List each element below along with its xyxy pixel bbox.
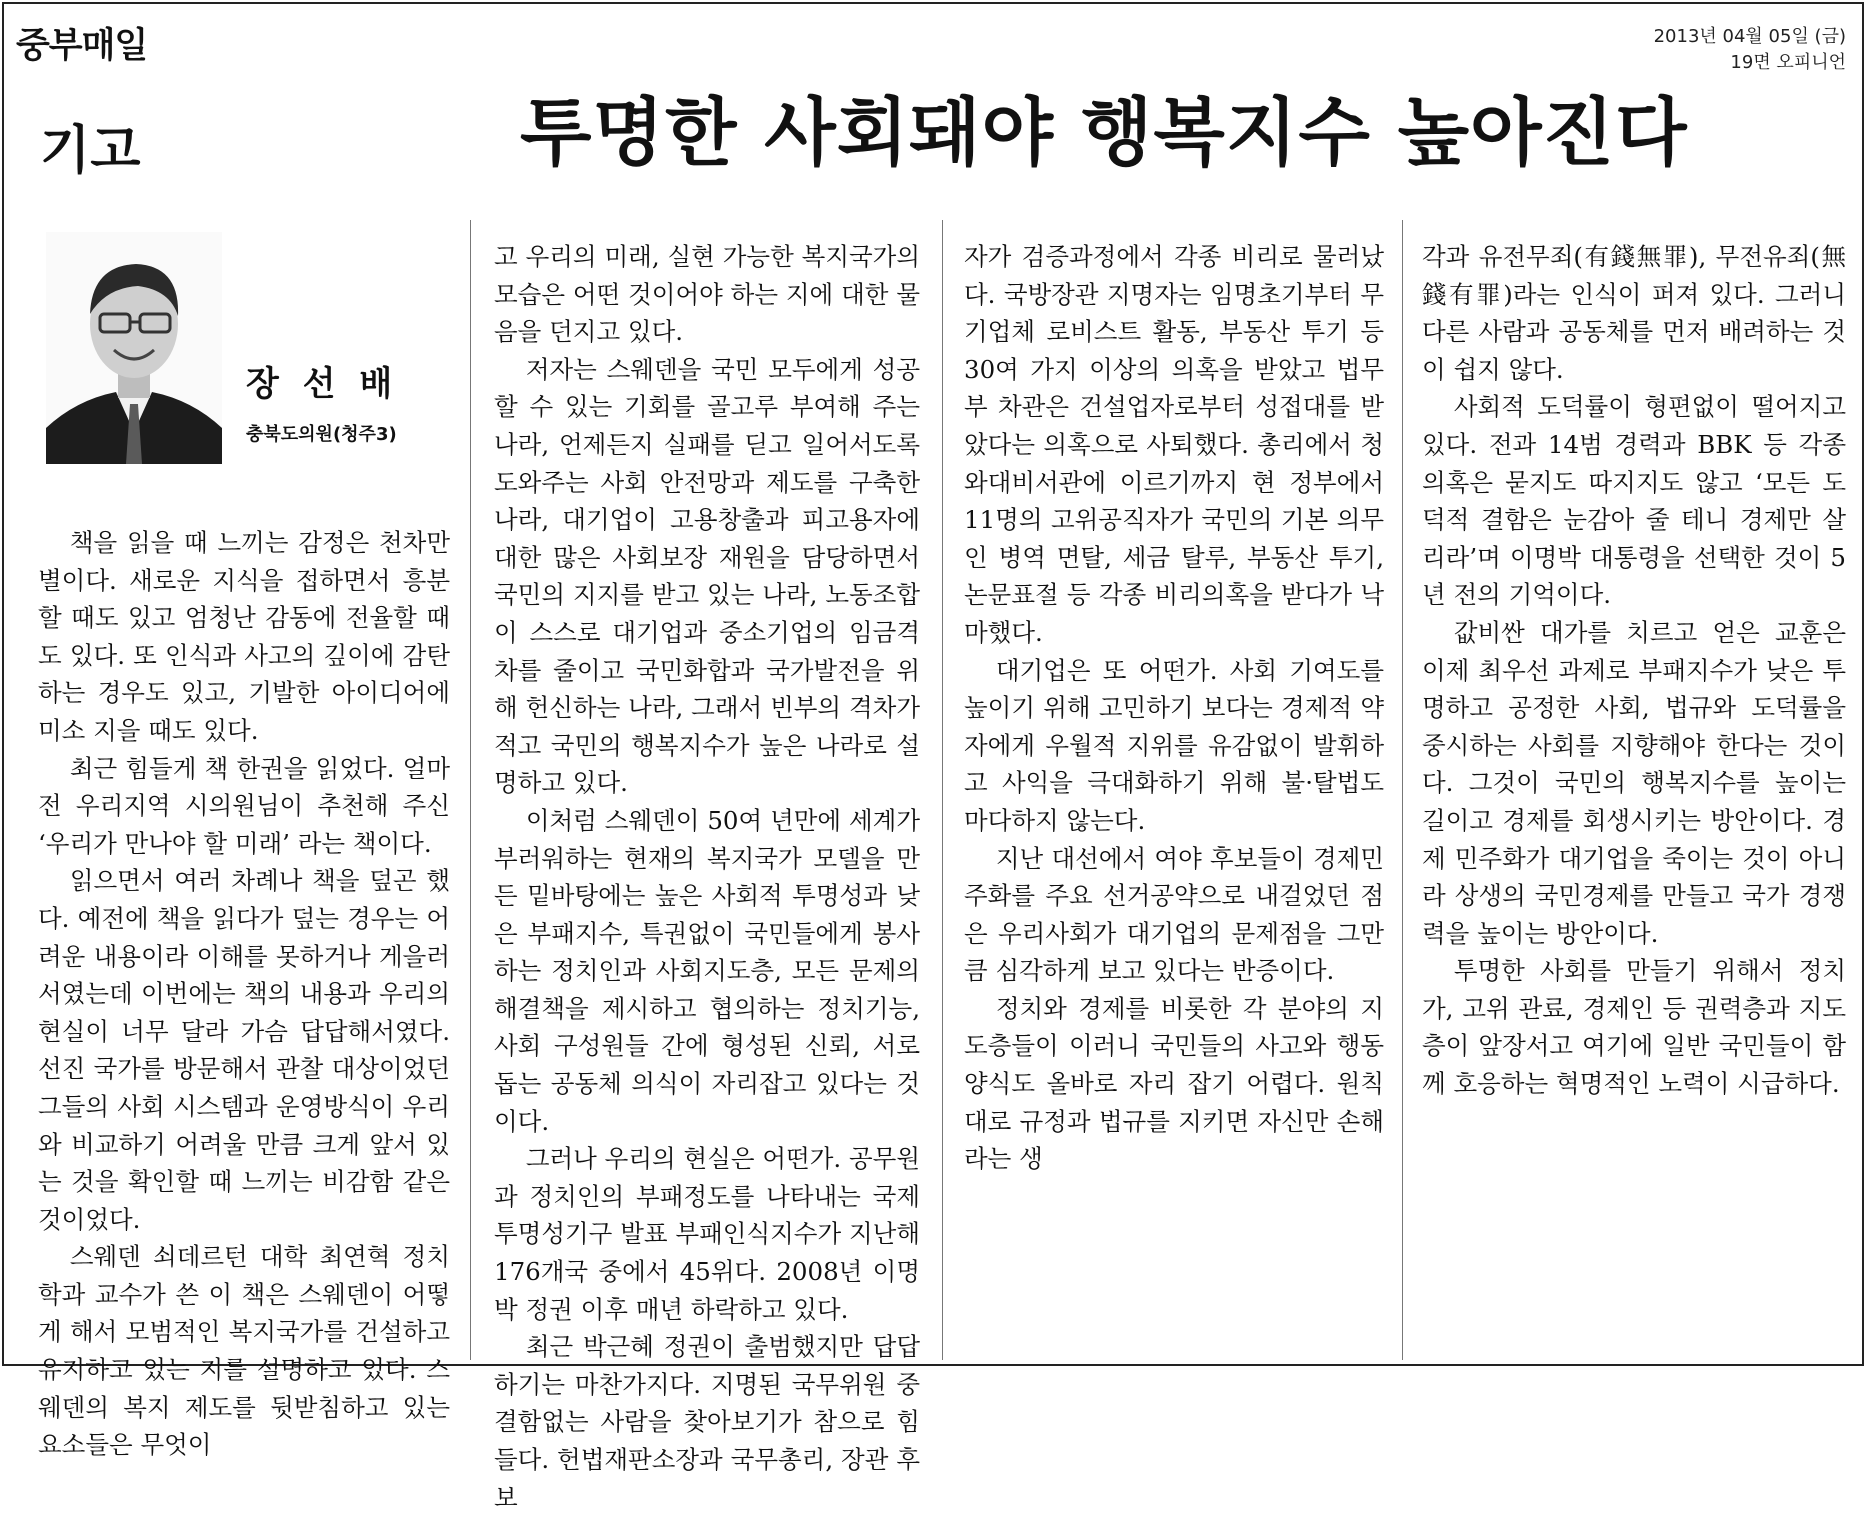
- article-column-4: [1422, 238, 1846, 1360]
- column-divider: [470, 220, 471, 1360]
- paragraph: 그러나 우리의 현실은 어떤가. 공무원과 정치인의 부패정도를 나타내는 국제투명성기구 발표 부패인식지수가 지난해 176개국 중에서 45위다. 2008년 이명박 정권 이후 매년 하락하고 있다.: [494, 1144, 920, 1324]
- author-name: 장 선 배: [246, 364, 399, 404]
- paragraph: 저자는 스웨덴을 국민 모두에게 성공할 수 있는 기회를 골고루 부여해 주는 나라, 언제든지 실패를 딛고 일어서도록 도와주는 사회 안전망과 제도를 구축한 나라, 대기업이 고용창출과 피고용자에 대한 많은 사회보장 재원을 담당하면서 국민의 지지를 받고 있는 나라, 노동조합이 스스로 대기업과 중소기업의 임금격차를 줄이고 국민화합과 국가발전을 위해 헌신하는 나라, 그래서 빈부의 격차가 적고 국민의 행복지수가 높은 나라로 설명하고 있다.: [494, 354, 920, 798]
- paragraph: 책을 읽을 때 느끼는 감정은 천차만별이다. 새로운 지식을 접하면서 흥분할 때도 있고 엄청난 감동에 전율할 때도 있다. 또 인식과 사고의 깊이에 감탄하는 경우도 있고, 기발한 아이디어에 미소 지을 때도 있다.: [38, 528, 450, 745]
- paragraph: 지난 대선에서 여야 후보들이 경제민주화를 주요 선거공약으로 내걸었던 점은 우리사회가 대기업의 문제점을 그만큼 심각하게 보고 있다는 반증이다.: [964, 843, 1384, 986]
- issue-meta: [1654, 24, 1846, 76]
- article-column-3: [964, 238, 1384, 1360]
- column-divider: [1402, 220, 1403, 1360]
- paragraph: 사회적 도덕률이 형편없이 떨어지고 있다. 전과 14범 경력과 BBK 등 각종 의혹은 묻지도 따지지도 않고 ‘모든 도덕적 결함은 눈감아 줄 테니 경제만 살리라’며 이명박 대통령을 선택한 것이 5년 전의 기억이다.: [1422, 392, 1846, 610]
- author-title: 충북도의원(청주3): [246, 424, 397, 445]
- paragraph: 정치와 경제를 비롯한 각 분야의 지도층들이 이러니 국민들의 사고와 행동양식도 올바로 자리 잡기 어렵다. 원칙대로 규정과 법규를 지키면 자신만 손해라는 생: [964, 993, 1384, 1174]
- paragraph: 각과 유전무죄(有錢無罪), 무전유죄(無錢有罪)라는 인식이 퍼져 있다. 그러니 다른 사람과 공동체를 먼저 배려하는 것이 쉽지 않다.: [1422, 242, 1846, 384]
- issue-date: 2013년 04월 05일 (금): [1653, 26, 1846, 47]
- author-photo: [46, 232, 222, 464]
- paragraph: 최근 힘들게 책 한권을 읽었다. 얼마 전 우리지역 시의원님이 추천해 주신 ‘우리가 만나야 할 미래’ 라는 책이다.: [38, 753, 450, 858]
- paragraph: 읽으면서 여러 차례나 책을 덮곤 했다. 예전에 책을 읽다가 덮는 경우는 어려운 내용이라 이해를 못하거나 게을러서였는데 이번에는 책의 내용과 우리의 현실이 너무 달라 가슴 답답해서였다. 선진 국가를 방문해서 관찰 대상이었던 그들의 사회 시스템과 운영방식이 우리와 비교하기 어려울 만큼 크게 앞서 있는 것을 확인할 때 느끼는 비감함 같은 것이었다.: [38, 866, 450, 1234]
- page-section: 19면 오피니언: [1730, 52, 1846, 73]
- paragraph: 고 우리의 미래, 실현 가능한 복지국가의 모습은 어떤 것이어야 하는 지에 대한 물음을 던지고 있다.: [494, 242, 920, 347]
- paragraph: 최근 박근혜 정권이 출범했지만 답답하기는 마찬가지다. 지명된 국무위원 중 결함없는 사람을 찾아보기가 참으로 힘들다. 헌법재판소장과 국무총리, 장관 후보: [494, 1332, 920, 1512]
- column-divider: [942, 220, 943, 1360]
- headline: 투명한 사회돼야 행복지수 높아진다: [520, 90, 1688, 176]
- paragraph: 스웨덴 쇠데르턴 대학 최연혁 정치학과 교수가 쓴 이 책은 스웨덴이 어떻게 해서 모범적인 복지국가를 건설하고 유지하고 있는 지를 설명하고 있다. 스웨덴의 복지 제도를 뒷받침하고 있는 요소들은 무엇이: [38, 1242, 450, 1460]
- article-column-1: [38, 524, 450, 1460]
- paragraph: 값비싼 대가를 치르고 얻은 교훈은 이제 최우선 과제로 부패지수가 낮은 투명하고 공정한 사회, 법규와 도덕률을 중시하는 사회를 지향해야 한다는 것이다. 그것이 국민의 행복지수를 높이는 길이고 경제를 회생시키는 방안이다. 경제 민주화가 대기업을 죽이는 것이 아니라 상생의 국민경제를 만들고 국가 경쟁력을 높이는 방안이다.: [1422, 617, 1846, 948]
- section-label: 기고: [40, 121, 141, 181]
- paragraph: 이처럼 스웨덴이 50여 년만에 세계가 부러워하는 현재의 복지국가 모델을 만든 밑바탕에는 높은 사회적 투명성과 낮은 부패지수, 특권없이 국민들에게 봉사하는 정치인과 사회지도층, 모든 문제의 해결책을 제시하고 협의하는 정치기능, 사회 구성원들 간에 형성된 신뢰, 서로 돕는 공동체 의식이 자리잡고 있다는 것이다.: [494, 805, 920, 1136]
- author-portrait-icon: [46, 232, 222, 464]
- paragraph: 자가 검증과정에서 각종 비리로 물러났다. 국방장관 지명자는 임명초기부터 무기업체 로비스트 활동, 부동산 투기 등 30여 가지 이상의 의혹을 받았고 법무부 차관은 건설업자로부터 성접대를 받았다는 의혹으로 사퇴했다. 총리에서 청와대비서관에 이르기까지 현 정부에서 11명의 고위공직자가 국민의 기본 의무인 병역 면탈, 세금 탈루, 부동산 투기, 논문표절 등 각종 비리의혹을 받다가 낙마했다.: [964, 242, 1384, 647]
- article-column-2: [494, 238, 920, 1512]
- paragraph: 투명한 사회를 만들기 위해서 정치가, 고위 관료, 경제인 등 권력층과 지도층이 앞장서고 여기에 일반 국민들이 함께 호응하는 혁명적인 노력이 시급하다.: [1422, 956, 1846, 1099]
- newspaper-logo: 중부매일: [16, 26, 148, 66]
- paragraph: 대기업은 또 어떤가. 사회 기여도를 높이기 위해 고민하기 보다는 경제적 약자에게 우월적 지위를 유감없이 발휘하고 사익을 극대화하기 위해 불·탈법도 마다하지 않는다.: [964, 655, 1384, 835]
